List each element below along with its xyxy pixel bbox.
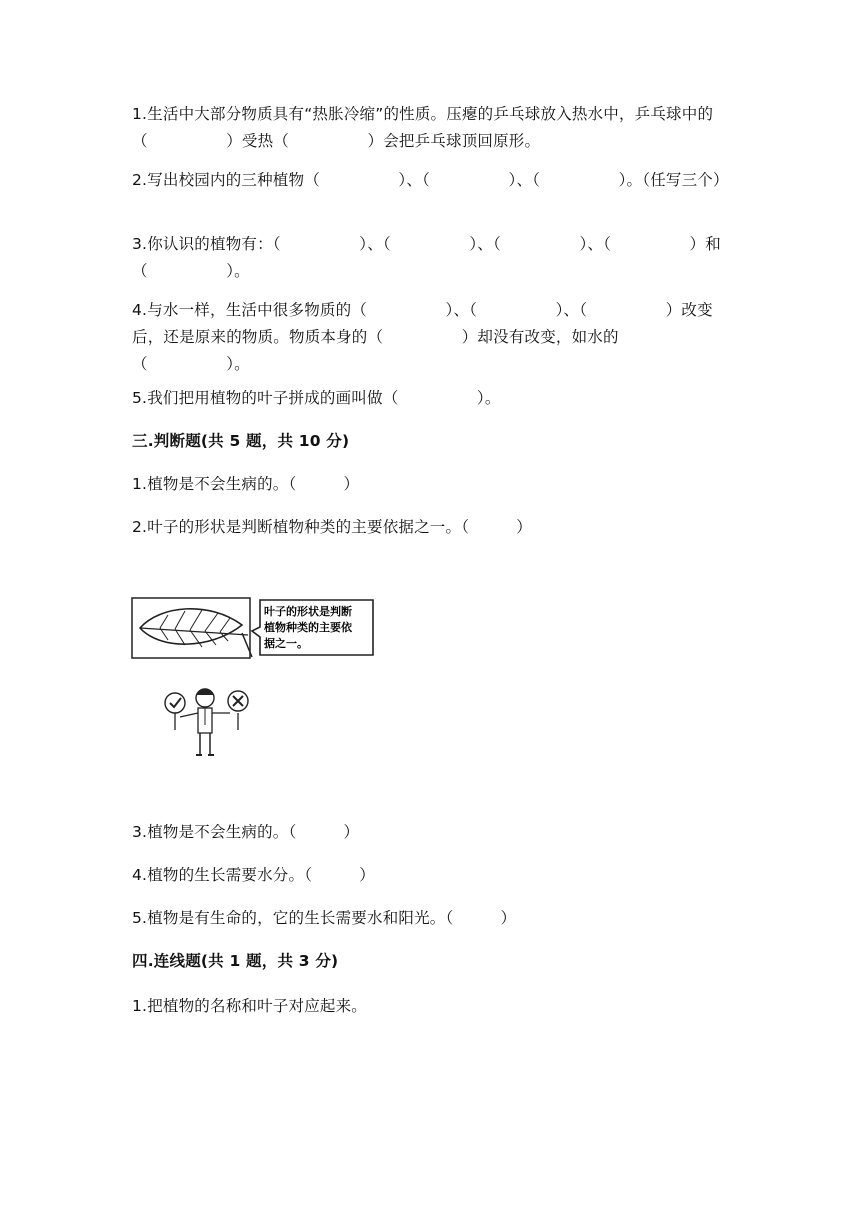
fill-question-1: 1.生活中大部分物质具有“热胀冷缩”的性质。压瘪的乒乓球放入热水中，乒乓球中的（ ）受热（ ）会把乒乓球顶回原形。 [132, 105, 714, 150]
bubble-text-1: 叶子的形状是判断 [264, 605, 352, 618]
match-question-1: 1.把植物的名称和叶子对应起来。 [132, 997, 367, 1015]
judge-question-5: 5.植物是有生命的，它的生长需要水和阳光。（ ） [132, 909, 517, 927]
section-heading-match: 四.连线题(共 1 题，共 3 分) [132, 952, 339, 970]
fill-question-4: 4.与水一样，生活中很多物质的（ ）、（ ）、（ ）改变后，还是原来的物质。物质本身的（ ）却没有改变，如水的（ ）。 [132, 301, 713, 373]
judge-question-4: 4.植物的生长需要水分。（ ） [132, 866, 375, 884]
bubble-text-3: 据之一。 [264, 637, 308, 650]
section-heading-judge: 三.判断题(共 5 题，共 10 分) [132, 432, 350, 450]
cross-sign-icon [228, 691, 248, 730]
person-icon [180, 689, 230, 755]
judge-question-1: 1.植物是不会生病的。（ ） [132, 475, 360, 493]
judge-question-2: 2.叶子的形状是判断植物种类的主要依据之一。（ ） [132, 518, 532, 536]
fill-question-3: 3.你认识的植物有：（ ）、（ ）、（ ）、（ ）和（ ）。 [132, 235, 721, 280]
fill-question-5: 5.我们把用植物的叶子拼成的画叫做（ ）。 [132, 389, 501, 407]
leaf-scene-svg [130, 595, 380, 765]
fill-question-2: 2.写出校园内的三种植物（ ）、（ ）、（ ）。（任写三个） [132, 171, 729, 189]
bubble-text-2: 植物种类的主要依 [264, 621, 352, 634]
judge-question-3: 3.植物是不会生病的。（ ） [132, 823, 360, 841]
leaf-illustration [130, 595, 380, 765]
check-sign-icon [165, 693, 185, 730]
